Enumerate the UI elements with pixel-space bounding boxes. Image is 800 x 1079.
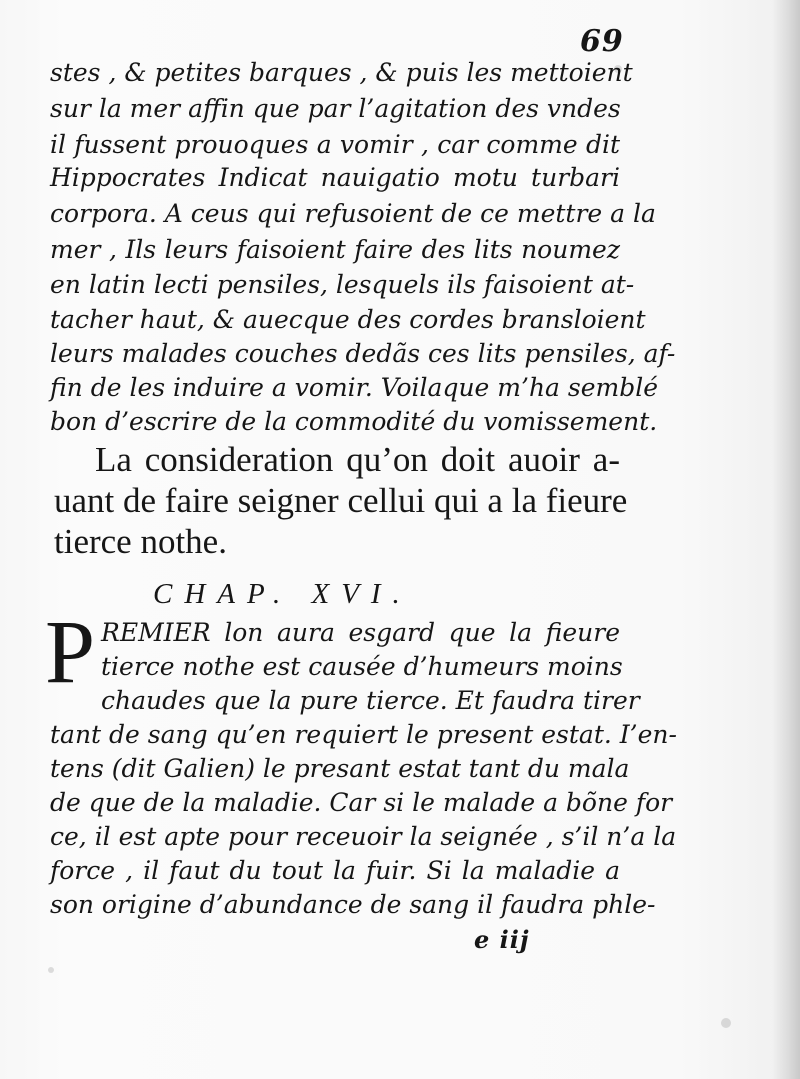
chapter-text-line: chaudes que la pure tierce. Et faudra tirer — [101, 686, 640, 715]
ink-spot — [721, 1018, 731, 1028]
chapter-text-line: son origine d’abundance de sang il faudra phle- — [50, 890, 656, 919]
passage-line: leurs malades couches dedãs ces lits pensiles, af- — [50, 339, 676, 368]
drop-cap: P — [45, 603, 96, 702]
ink-spot — [614, 65, 622, 73]
chapter-text-line: tierce nothe est causée d’humeurs moins — [101, 652, 623, 681]
passage-line: corpora. A ceus qui refusoient de ce mettre a la — [50, 199, 656, 228]
chapter-text-line: de que de la maladie. Car si le malade a bõne for — [50, 788, 673, 817]
chapter-text-line: REMIER lon aura esgard que la fieure — [101, 618, 620, 647]
passage-line: Hippocrates Indicat nauigatio motu turbari — [50, 163, 620, 192]
passage-line: tacher haut, & auecque des cordes bransloient — [50, 305, 646, 334]
catchword: e iij — [474, 925, 530, 954]
passage-line: fin de les induire a vomir. Voilaque m’ha semblé — [50, 373, 659, 402]
page-edge-shadow — [772, 0, 800, 1079]
chapter-heading-line: La consideration qu’on doit auoir a- — [95, 440, 620, 479]
page-number: 69 — [580, 24, 624, 59]
chapter-text-line: ce, il est apte pour receuoir la seignée , s’il n’a la — [50, 822, 677, 851]
chapter-number: CHAP. XVI. — [153, 578, 412, 610]
ink-spot — [48, 967, 54, 973]
passage-line: en latin lecti pensiles, lesquels ils faisoient at- — [50, 270, 635, 299]
chapter-heading-line: uant de faire seigner cellui qui a la fieure — [54, 481, 628, 520]
chapter-text-line: tant de sang qu’en requiert le present estat. I’en- — [50, 720, 677, 749]
chapter-text-line: tens (dit Galien) le presant estat tant du mala — [50, 754, 630, 783]
chapter-text-line: force , il faut du tout la fuir. Si la maladie a — [50, 856, 620, 885]
chapter-heading-line: tierce nothe. — [54, 522, 227, 561]
passage-line: sur la mer affin que par l’agitation des vndes — [50, 94, 621, 123]
passage-line: il fussent prouoques a vomir , car comme dit — [50, 130, 620, 159]
passage-line: stes , & petites barques , & puis les mettoient — [50, 58, 633, 87]
passage-line: bon d’escrire de la commodité du vomissement. — [50, 407, 658, 436]
passage-line: mer , Ils leurs faisoient faire des lits noumez — [50, 235, 620, 264]
